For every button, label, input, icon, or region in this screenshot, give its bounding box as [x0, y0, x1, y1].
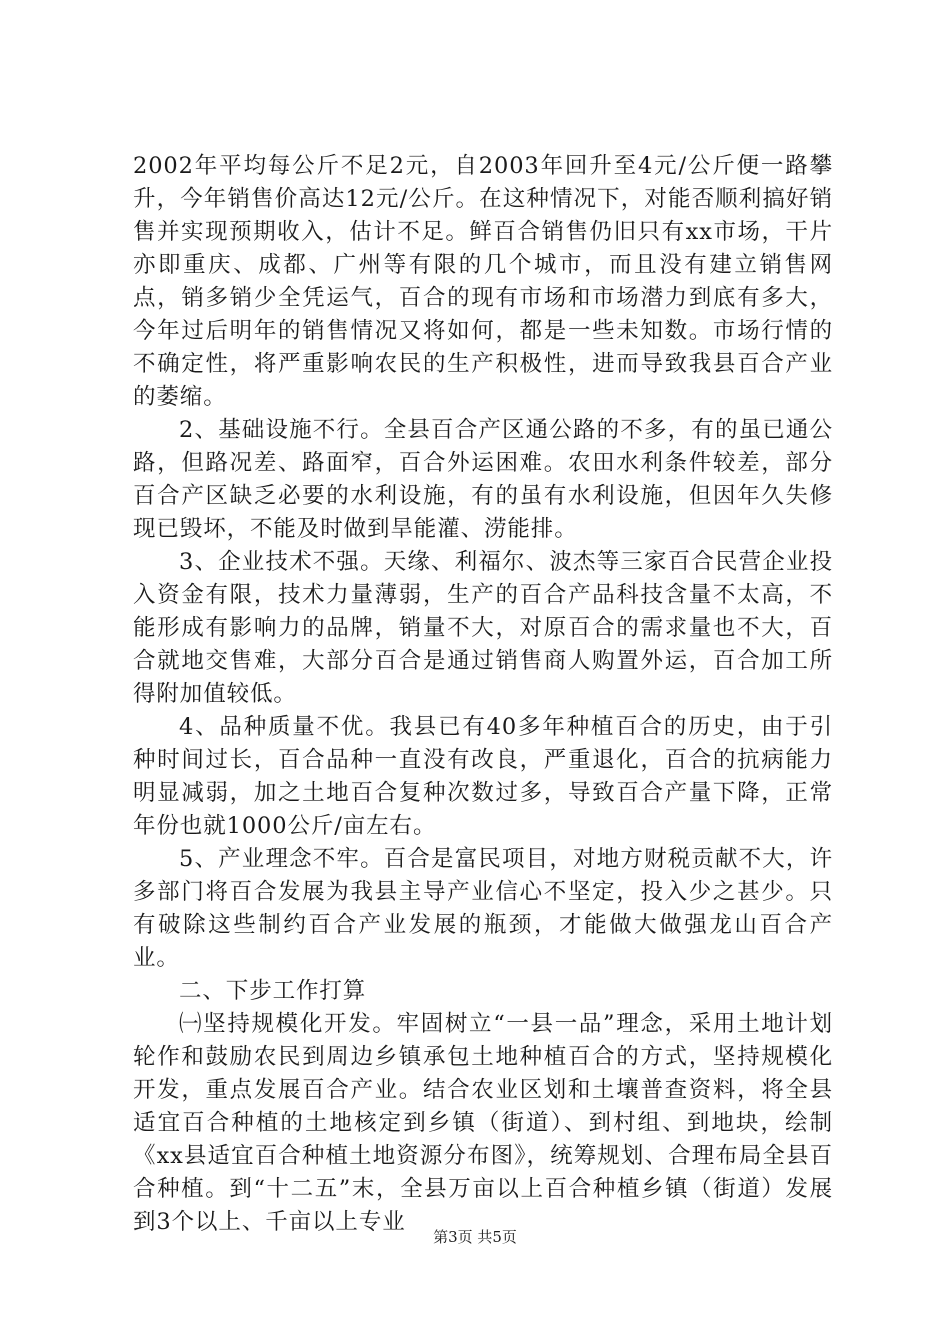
document-body	[133, 150, 833, 1239]
paragraph-market-uncertainty: 2002年平均每公斤不足2元，自2003年回升至4元/公斤便一路攀升，今年销售价高达12元/公斤。在这种情况下，对能否顺利搞好销售并实现预期收入，估计不足。鲜百合销售仍旧只有xx市场，干片亦即重庆、成都、广州等有限的几个城市，而且没有建立销售网点，销多销少全凭运气，百合的现有市场和市场潜力到底有多大，今年过后明年的销售情况又将如何，都是一些未知数。市场行情的不确定性，将严重影响农民的生产积极性，进而导致我县百合产业的萎缩。	[133, 153, 833, 410]
paragraph-enterprise-technology: 3、企业技术不强。天缘、利福尔、波杰等三家百合民营企业投入资金有限，技术力量薄弱，生产的百合产品科技含量不太高，不能形成有影响力的品牌，销量不大，对原百合的需求量也不大，百合就地交售难，大部分百合是通过销售商人购置外运，百合加工所得附加值较低。	[133, 549, 833, 707]
section-heading-next-steps: 二、下步工作打算	[179, 978, 367, 1004]
paragraph-industry-concept: 5、产业理念不牢。百合是富民项目，对地方财税贡献不大，许多部门将百合发展为我县主导产业信心不坚定，投入少之甚少。只有破除这些制约百合产业发展的瓶颈，才能做大做强龙山百合产业。	[133, 846, 833, 971]
paragraph-infrastructure: 2、基础设施不行。全县百合产区通公路的不多，有的虽已通公路，但路况差、路面窄，百合外运困难。农田水利条件较差，部分百合产区缺乏必要的水利设施，有的虽有水利设施，但因年久失修现已毁坏，不能及时做到旱能灌、涝能排。	[133, 417, 833, 542]
page-number-footer: 第3页 共5页	[433, 1228, 517, 1246]
paragraph-variety-quality: 4、品种质量不优。我县已有40多年种植百合的历史，由于引种时间过长，百合品种一直没有改良，严重退化，百合的抗病能力明显减弱，加之土地百合复种次数过多，导致百合产量下降，正常年份也就1000公斤/亩左右。	[133, 714, 833, 839]
paragraph-scale-development: ㈠坚持规模化开发。牢固树立“一县一品”理念，采用土地计划轮作和鼓励农民到周边乡镇承包土地种植百合的方式，坚持规模化开发，重点发展百合产业。结合农业区划和土壤普查资料，将全县适宜百合种植的土地核定到乡镇（街道）、到村组、到地块，绘制《xx县适宜百合种植土地资源分布图》，统筹规划、合理布局全县百合种植。到“十二五”末，全县万亩以上百合种植乡镇（街道）发展到3个以上、千亩以上专业	[133, 1011, 833, 1235]
